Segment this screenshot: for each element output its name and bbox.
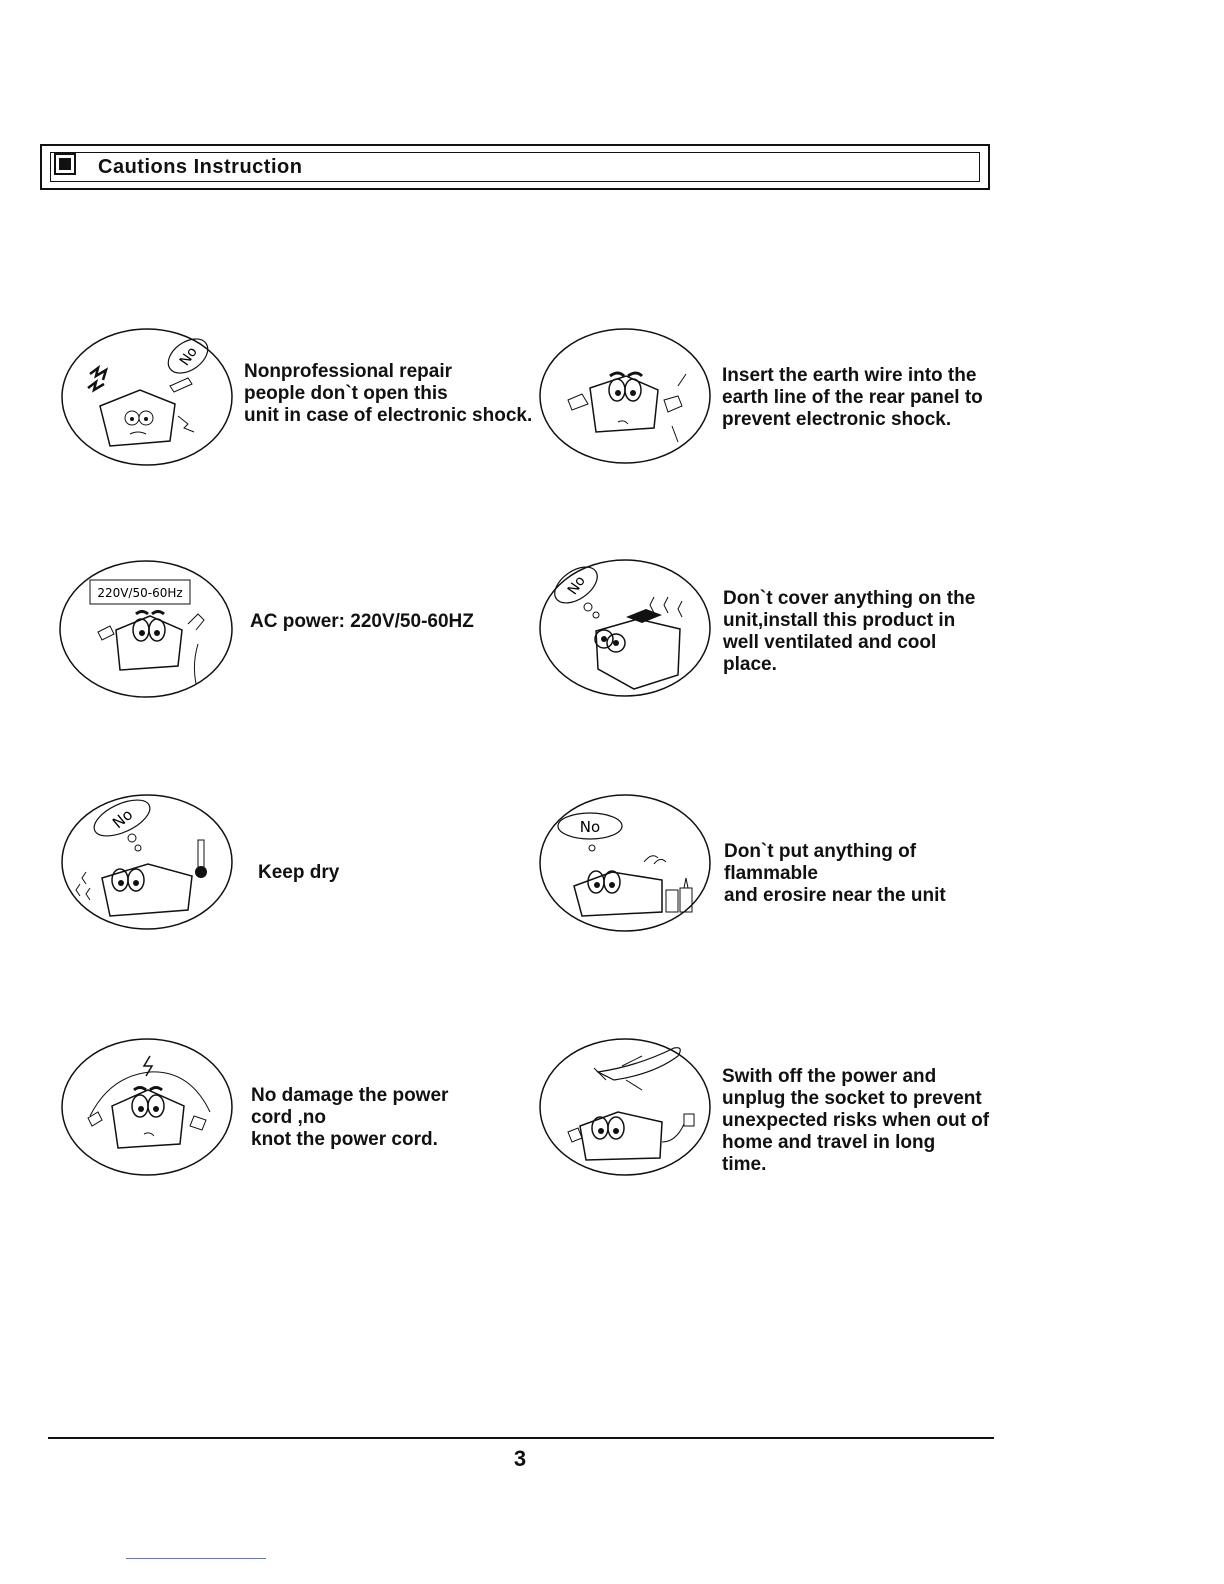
caption-line: unplug the socket to prevent — [722, 1088, 982, 1109]
switch-off-illustration — [538, 1036, 712, 1178]
flammable-illustration — [538, 792, 712, 934]
caption-line: Don`t cover anything on the — [723, 588, 976, 609]
caption-line: earth line of the rear panel to — [722, 387, 983, 408]
ac-power-illustration — [58, 558, 234, 700]
caption-line: Insert the earth wire into the — [722, 365, 977, 386]
no-badge-icon — [162, 332, 214, 380]
caption-line: Don`t put anything of — [724, 841, 917, 862]
svg-text:No: No — [176, 344, 201, 369]
caption-line: AC power: 220V/50-60HZ — [250, 611, 474, 632]
caption-line: Swith off the power and — [722, 1066, 937, 1087]
ventilation-illustration — [538, 557, 712, 699]
section-header — [40, 144, 990, 190]
caption-line: flammable — [724, 863, 818, 884]
svg-text:No: No — [579, 818, 601, 836]
footer-divider — [48, 1437, 994, 1439]
caption-line: prevent electronic shock. — [722, 409, 952, 430]
keep-dry-illustration — [60, 792, 234, 932]
square-bullet-icon — [54, 153, 76, 175]
bottom-blue-rule — [126, 1558, 266, 1559]
caution-text — [244, 361, 532, 427]
svg-text:No: No — [109, 805, 137, 833]
caution-text — [724, 841, 946, 907]
caption-line: cord ,no — [251, 1107, 326, 1128]
voltage-label: 220V/50-60Hz — [97, 586, 183, 600]
caution-text — [251, 1085, 448, 1151]
caption-line: well ventilated and cool — [723, 632, 937, 653]
caption-line: people don`t open this — [244, 383, 448, 404]
no-badge-icon — [558, 813, 622, 839]
caption-line: and erosire near the unit — [724, 885, 946, 906]
caption-line: unexpected risks when out of — [722, 1110, 990, 1131]
caution-text — [723, 588, 975, 676]
caution-text — [250, 611, 474, 633]
no-repair-illustration — [60, 326, 234, 468]
caution-text — [722, 365, 983, 431]
caption-line: home and travel in long — [722, 1132, 936, 1153]
page-title: Cautions Instruction — [98, 156, 303, 178]
caution-text — [258, 862, 339, 884]
no-badge-icon — [89, 793, 155, 844]
caption-line: knot the power cord. — [251, 1129, 438, 1150]
earth-wire-illustration — [538, 326, 712, 466]
svg-text:No: No — [564, 573, 589, 598]
caption-line: place. — [723, 654, 777, 675]
caption-line: unit,install this product in — [723, 610, 956, 631]
no-badge-icon — [548, 560, 603, 610]
caption-line: time. — [722, 1154, 767, 1175]
page-number: 3 — [513, 1446, 527, 1471]
caution-text — [722, 1066, 989, 1176]
caption-line: unit in case of electronic shock. — [244, 405, 533, 426]
power-cord-illustration — [60, 1036, 234, 1178]
caption-line: Keep dry — [258, 862, 340, 883]
airplane-icon — [594, 1048, 680, 1090]
caption-line: Nonprofessional repair — [244, 361, 452, 382]
caption-line: No damage the power — [251, 1085, 449, 1106]
